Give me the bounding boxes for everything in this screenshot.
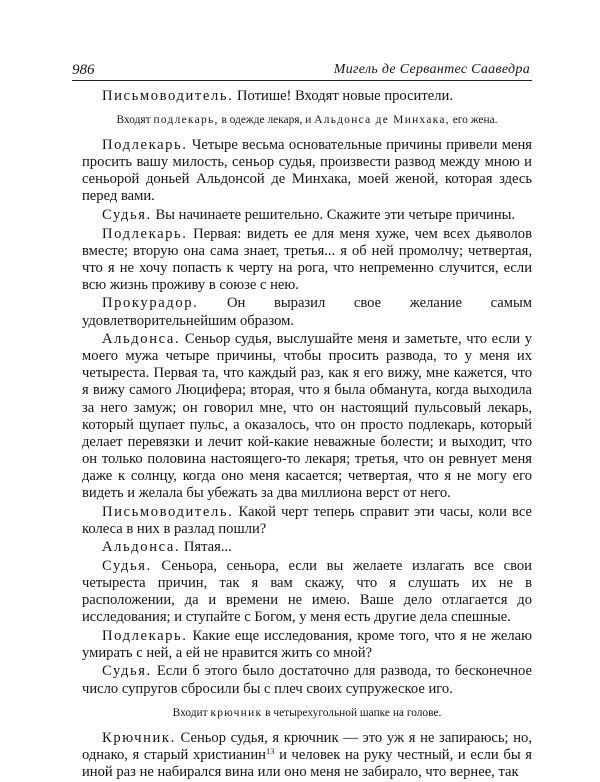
running-title: Мигель де Сервантес Сааведра — [333, 62, 530, 77]
speech-text: Пятая... — [180, 539, 232, 556]
speaker-name: Судья. — [102, 557, 152, 574]
speech-text: Сеньор судья, я крючник — это уж я не запираюсь; но, однако, я старый христианин — [82, 729, 532, 763]
speaker-name: Судья. — [102, 663, 152, 680]
speaker-name: Письмоводитель. — [102, 503, 234, 520]
speaker-name: Крючник. — [102, 729, 176, 746]
speech-paragraph — [82, 504, 532, 538]
stage-text: в одежде лекаря, и — [218, 114, 315, 127]
speaker-name: Альдонса. — [102, 331, 181, 348]
page-header — [72, 62, 532, 80]
stage-character: крючник — [210, 706, 263, 719]
speaker-name: Судья. — [102, 206, 152, 223]
stage-character: подлекарь, — [153, 114, 219, 127]
speech-text: Какие еще исследования, кроме того, что я не желаю умирать с ней, а ей не нравится жить со мной? — [82, 627, 532, 661]
speech-paragraph — [82, 88, 532, 105]
speaker-name: Подлекарь. — [102, 137, 188, 154]
speech-paragraph — [82, 226, 532, 294]
speech-text: Если б этого было достаточно для развода, то бесконечное число супругов сбросили бы с плеч своих супружеское иго. — [82, 663, 532, 697]
speech-paragraph — [82, 558, 532, 626]
speaker-name: Альдонса. — [102, 539, 181, 556]
speech-text: Вы начинаете решительно. Скажите эти четыре причины. — [151, 206, 516, 223]
stage-character: Альдонса де Минхака, — [314, 114, 450, 127]
speech-text: Какой черт теперь справит эти часы, коли все колеса в них в разлад пошли? — [82, 503, 532, 537]
speech-text: Он выразил свое желание самым удовлетворительнейшим образом. — [82, 295, 532, 329]
speech-text: Первая: видеть ее для меня хуже, чем всех дьяволов вместе; вторую она сама знает, третья... я об ней промолчу; четвертая, что я не хочу попасть к черту на рога, что непременно случится, если всю жизнь проживу в союзе с нею. — [82, 225, 532, 293]
stage-text: его жена. — [449, 114, 498, 127]
footnote-marker: 13 — [265, 745, 275, 756]
play-text — [82, 88, 532, 782]
stage-text: Входят — [116, 114, 154, 127]
speech-paragraph — [82, 539, 532, 556]
speech-text: Четыре весьма основательные причины привели меня просить вашу милость, сеньор судья, произвести развод между мною и сеньорой доньей Альдонсой де Минхака, моей женой, которая здесь перед вами. — [82, 137, 532, 205]
page-number: 986 — [72, 62, 95, 78]
speech-text: и человек на руку честный, и если бы я иной раз не набирался вина или оно меня не забирало, что вернее, так — [82, 746, 532, 780]
speech-paragraph — [82, 730, 532, 781]
speech-text: Сеньор судья, выслушайте меня и заметьте, что если у моего мужа четыре причины, чтобы просить развода, то у меня их четыреста. Первая та, что каждый раз, как я его вижу, мне кажется, что я вижу самого Люцифера; вторая, что я была обманута, когда выходила за него замуж; он говорил мне, что он настоящий пульсовый лекарь, который щупает пульс, а оказалось, что он просто подлекарь, который делает перевязки и лечит кой-какие неважные болести; и выходит, что он только половина настоящего-то лекаря; третья, что он ревнует меня даже к солнцу, когда оно меня касается; четвертая, что я не могу его видеть и желала бы убежать за два миллиона верст от него. — [82, 331, 532, 501]
speech-paragraph — [82, 663, 532, 697]
speaker-name: Прокурадор. — [102, 295, 199, 312]
speaker-name: Подлекарь. — [102, 225, 188, 242]
stage-text: Входит — [172, 706, 211, 719]
speech-paragraph — [82, 137, 532, 205]
header-rule — [72, 80, 532, 81]
stage-text: в четырехугольной шапке на голове. — [262, 706, 442, 719]
speech-text: Сеньора, сеньора, если вы желаете излагать все свои четыреста причин, так я вам скажу, что я слушать их не в расположении, да и времени не имею. Ваше дело отлагается до исследования; и ступайте с Богом, у меня есть другие дела спешные. — [82, 557, 532, 626]
speech-text: Потише! Входят новые просители. — [233, 88, 453, 104]
speech-paragraph — [82, 331, 532, 502]
speech-paragraph — [82, 628, 532, 662]
speech-paragraph — [82, 207, 532, 224]
speaker-name: Письмоводитель. — [102, 88, 234, 104]
stage-direction — [82, 113, 532, 127]
stage-direction — [82, 706, 532, 720]
speaker-name: Подлекарь. — [102, 627, 188, 644]
speech-paragraph — [82, 295, 532, 329]
